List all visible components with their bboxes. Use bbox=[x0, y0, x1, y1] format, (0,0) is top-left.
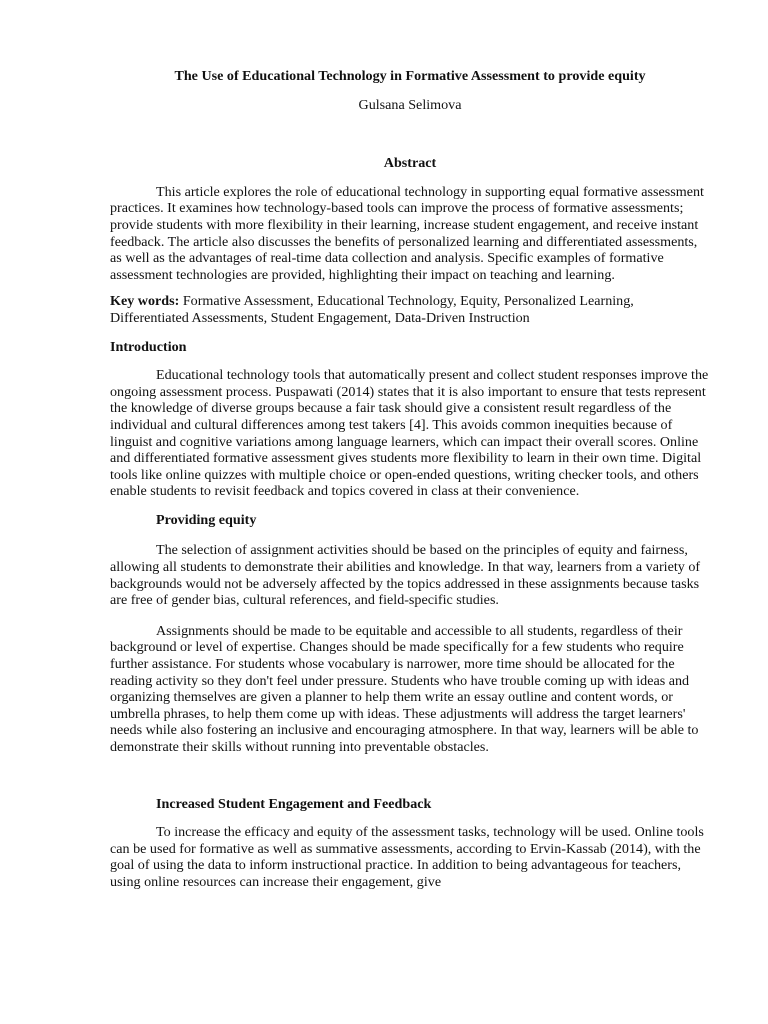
keywords-text: Formative Assessment, Educational Technology, Equity, Personalized Learning, Differentiated Assessments, Student Engagement, Data-Driven Instruction bbox=[110, 293, 634, 326]
introduction-paragraph: Educational technology tools that automatically present and collect student responses improve the ongoing assessment process. Puspawati (2014) states that it is also important to ensure that tests represent the knowledge of diverse groups because a fair task should give a consistent result regardless of the individual and cultural differences among test takers [4]. This avoids common inequities because of linguist and cognitive variations among language learners, which can impact their overall scores. Online and differentiated formative assessment gives students more flexibility to learn in their own time. Digital tools like online quizzes with multiple choice or open-ended questions, writing checker tools, and others enable students to revisit feedback and topics covered in class at their convenience. bbox=[110, 367, 709, 500]
engagement-paragraph: To increase the efficacy and equity of the assessment tasks, technology will be used. Online tools can be used for formative as well as summative assessments, according to Ervin-Kassab (2014), with the goal of using the data to inform instructional practice. In addition to being advantageous for teachers, using online resources can increase their engagement, give bbox=[110, 824, 704, 890]
author-name: Gulsana Selimova bbox=[358, 96, 462, 113]
keywords-label: Key words: bbox=[110, 293, 180, 310]
paper-title: The Use of Educational Technology in Formative Assessment to provide equity bbox=[174, 68, 646, 84]
abstract-heading: Abstract bbox=[383, 155, 437, 172]
engagement-heading: Increased Student Engagement and Feedback bbox=[156, 795, 432, 812]
equity-heading: Providing equity bbox=[156, 511, 257, 528]
abstract-paragraph: This article explores the role of educational technology in supporting equal formative assessment practices. It examines how technology-based tools can improve the process of formative assessments; provide students with more flexibility in their learning, increase student engagement, and receive instant feedback. The article also discusses the benefits of personalized learning and differentiated assessments, as well as the advantages of real-time data collection and analysis. Specific examples of formative assessment technologies are provided, highlighting their impact on teaching and learning. bbox=[110, 183, 704, 283]
keywords-line bbox=[110, 293, 710, 326]
introduction-heading: Introduction bbox=[110, 338, 187, 355]
equity-paragraph-2: Assignments should be made to be equitable and accessible to all students, regardless of their background or level of expertise. Changes should be made specifically for a few students who require further assistance. For students whose vocabulary is narrower, more time should be allocated for the reading activity so they don't feel under pressure. Students who have trouble coming up with ideas and organizing themselves are given a planner to help them write an essay outline and content words, or umbrella phrases, to help them come up with ideas. These adjustments will address the target learners' needs while also fostering an inclusive and encouraging atmosphere. In that way, learners will be able to demonstrate their skills without running into preventable obstacles. bbox=[110, 622, 699, 755]
document-page bbox=[110, 68, 710, 891]
equity-paragraph-1: The selection of assignment activities should be based on the principles of equity and fairness, allowing all students to demonstrate their abilities and knowledge. In that way, learners from a variety of backgrounds would not be adversely affected by the topics addressed in these assignments because tasks are free of gender bias, cultural references, and field-specific studies. bbox=[110, 542, 701, 609]
